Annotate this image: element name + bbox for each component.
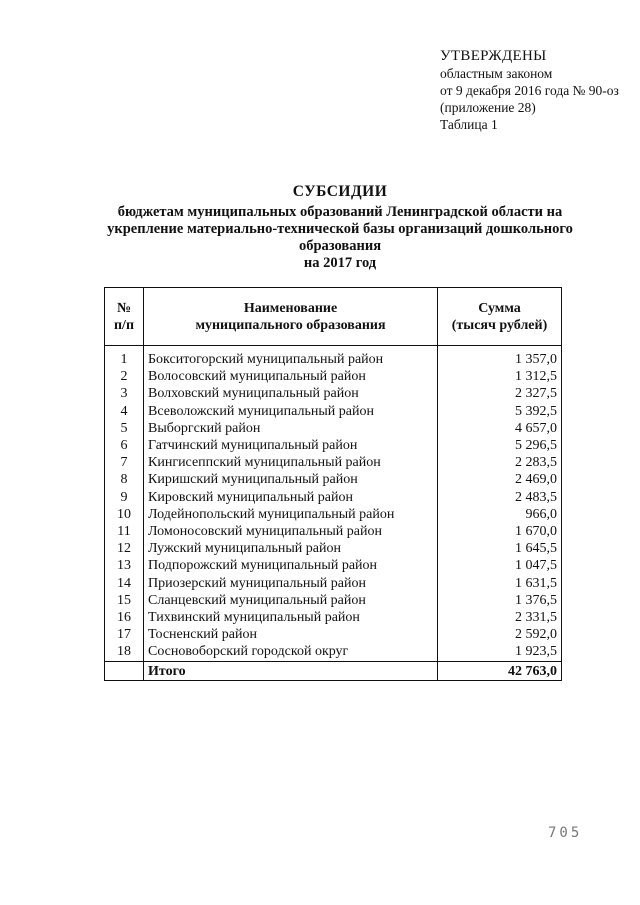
row-amount: 2 327,5 xyxy=(438,385,562,402)
row-name: Лужский муниципальный район xyxy=(144,540,438,557)
table-row xyxy=(105,643,562,662)
row-name: Волосовский муниципальный район xyxy=(144,368,438,385)
total-empty-cell xyxy=(105,662,144,681)
title-line-4: на 2017 год xyxy=(303,255,377,271)
row-number: 1 xyxy=(105,346,144,369)
row-amount: 2 283,5 xyxy=(438,454,562,471)
table-row xyxy=(105,489,562,506)
table-row xyxy=(105,368,562,385)
row-name: Ломоносовский муниципальный район xyxy=(144,523,438,540)
row-name: Гатчинский муниципальный район xyxy=(144,437,438,454)
row-name: Приозерский муниципальный район xyxy=(144,574,438,591)
table-row xyxy=(105,454,562,471)
approval-title: УТВЕРЖДЕНЫ xyxy=(440,48,547,64)
page-number: 705 xyxy=(548,825,583,841)
row-amount: 1 670,0 xyxy=(438,523,562,540)
row-amount: 1 376,5 xyxy=(438,592,562,609)
subsidies-table xyxy=(104,287,562,681)
table-row xyxy=(105,403,562,420)
table-row xyxy=(105,626,562,643)
row-name: Всеволожский муниципальный район xyxy=(144,403,438,420)
row-number: 17 xyxy=(105,626,144,643)
row-amount: 1 923,5 xyxy=(438,643,562,662)
row-number: 8 xyxy=(105,471,144,488)
row-amount: 4 657,0 xyxy=(438,420,562,437)
row-number: 9 xyxy=(105,489,144,506)
table-row xyxy=(105,346,562,369)
table-row xyxy=(105,420,562,437)
header-amount xyxy=(438,288,562,346)
row-amount: 5 296,5 xyxy=(438,437,562,454)
table-row xyxy=(105,506,562,523)
row-name: Тихвинский муниципальный район xyxy=(144,609,438,626)
table-row xyxy=(105,557,562,574)
row-name: Бокситогорский муниципальный район xyxy=(144,346,438,369)
row-amount: 1 047,5 xyxy=(438,557,562,574)
header-name-line1: Наименование xyxy=(243,300,338,316)
title-main: СУБСИДИИ xyxy=(292,183,388,200)
title-line-3: образования xyxy=(298,238,382,254)
approval-appendix: (приложение 28) xyxy=(440,100,536,115)
table-row xyxy=(105,540,562,557)
table-row xyxy=(105,385,562,402)
table-row xyxy=(105,471,562,488)
total-amount: 42 763,0 xyxy=(438,662,562,681)
row-amount: 2 483,5 xyxy=(438,489,562,506)
table-row xyxy=(105,574,562,591)
row-name: Тосненский район xyxy=(144,626,438,643)
header-number xyxy=(105,288,144,346)
approval-law-type: областным законом xyxy=(440,66,553,81)
row-name: Лодейнопольский муниципальный район xyxy=(144,506,438,523)
row-amount: 5 392,5 xyxy=(438,403,562,420)
header-name-line2: муниципального образования xyxy=(195,317,386,333)
row-number: 11 xyxy=(105,523,144,540)
row-number: 12 xyxy=(105,540,144,557)
table-header-row xyxy=(105,288,562,346)
header-amount-line2: (тысяч рублей) xyxy=(451,317,548,333)
total-row xyxy=(105,662,562,681)
row-amount: 1 357,0 xyxy=(438,346,562,369)
header-name xyxy=(144,288,438,346)
row-amount: 2 469,0 xyxy=(438,471,562,488)
row-name: Подпорожский муниципальный район xyxy=(144,557,438,574)
approval-table-ref: Таблица 1 xyxy=(440,117,498,132)
row-number: 14 xyxy=(105,574,144,591)
row-amount: 2 592,0 xyxy=(438,626,562,643)
row-amount: 2 331,5 xyxy=(438,609,562,626)
row-number: 16 xyxy=(105,609,144,626)
row-name: Киришский муниципальный район xyxy=(144,471,438,488)
row-name: Кировский муниципальный район xyxy=(144,489,438,506)
table-row xyxy=(105,437,562,454)
row-number: 3 xyxy=(105,385,144,402)
row-number: 2 xyxy=(105,368,144,385)
row-number: 6 xyxy=(105,437,144,454)
row-number: 5 xyxy=(105,420,144,437)
table-row xyxy=(105,592,562,609)
row-number: 7 xyxy=(105,454,144,471)
row-amount: 966,0 xyxy=(438,506,562,523)
document-title xyxy=(95,183,585,272)
row-number: 15 xyxy=(105,592,144,609)
row-name: Сосновоборский городской округ xyxy=(144,643,438,662)
header-amount-line1: Сумма xyxy=(478,300,521,316)
table-row xyxy=(105,523,562,540)
row-name: Сланцевский муниципальный район xyxy=(144,592,438,609)
row-name: Волховский муниципальный район xyxy=(144,385,438,402)
header-number-line2: п/п xyxy=(113,317,135,333)
approval-block xyxy=(440,48,619,133)
approval-law-date: от 9 декабря 2016 года № 90-оз xyxy=(440,83,619,98)
row-amount: 1 312,5 xyxy=(438,368,562,385)
title-line-1: бюджетам муниципальных образований Ленинградской области на xyxy=(117,204,563,220)
row-name: Кингисеппский муниципальный район xyxy=(144,454,438,471)
row-amount: 1 645,5 xyxy=(438,540,562,557)
row-number: 18 xyxy=(105,643,144,662)
row-amount: 1 631,5 xyxy=(438,574,562,591)
header-number-line1: № xyxy=(116,300,132,316)
row-name: Выборгский район xyxy=(144,420,438,437)
row-number: 13 xyxy=(105,557,144,574)
title-line-2: укрепление материально-технической базы организаций дошкольного xyxy=(107,221,573,237)
row-number: 10 xyxy=(105,506,144,523)
table-row xyxy=(105,609,562,626)
row-number: 4 xyxy=(105,403,144,420)
total-label: Итого xyxy=(144,662,438,681)
